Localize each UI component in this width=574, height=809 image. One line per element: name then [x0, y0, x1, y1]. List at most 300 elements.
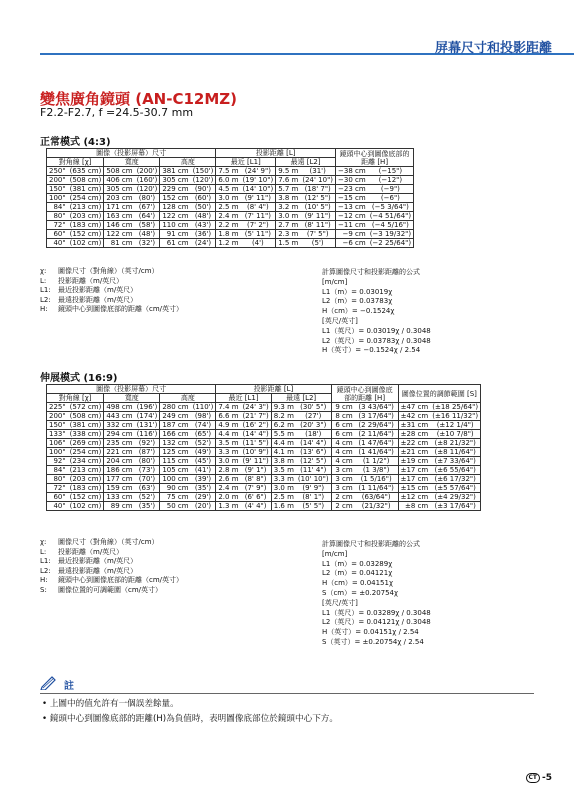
table-cell: 305 cm — [160, 176, 191, 185]
table-cell: (5' 11") — [241, 230, 276, 239]
table-cell: (±10 7/8") — [430, 430, 480, 439]
table-cell: (48') — [191, 212, 216, 221]
table-cell: 443 cm — [104, 412, 135, 421]
table-cell: (1 41/64") — [355, 448, 398, 457]
table-cell: 72" — [47, 484, 68, 493]
table-cell: 381 cm — [160, 167, 191, 176]
table-cell: (338 cm) — [68, 430, 104, 439]
table-cell: 2 cm — [331, 493, 355, 502]
normal-mode-title: 正常模式 (4:3) — [40, 137, 111, 148]
formula-line: H（英寸）= −0.1524χ / 2.54 — [322, 346, 421, 355]
table-cell: (45') — [191, 457, 216, 466]
legend-text: 圖像尺寸（對角線）（英寸/cm） — [58, 267, 159, 275]
table-cell: 5.5 m — [271, 430, 296, 439]
table-cell: 200" — [47, 176, 68, 185]
header-center: 鏡頭中心到圖像底部的距離 [H] — [336, 149, 414, 167]
table-cell: (254 cm) — [68, 194, 104, 203]
table-cell: 91 cm — [160, 230, 191, 239]
table-cell: 4.1 m — [271, 448, 296, 457]
table-cell: (10' 10") — [296, 475, 331, 484]
table-cell: (1 5/16") — [355, 475, 398, 484]
table-row — [47, 403, 481, 412]
formula-line: S（cm）= ±0.20754χ — [322, 588, 399, 597]
table-cell: (5' 5") — [296, 502, 331, 511]
table-cell: (21/32") — [355, 502, 398, 511]
table-row — [47, 448, 481, 457]
table-cell: (11' 4") — [296, 466, 331, 475]
table-cell: 3 cm — [331, 466, 355, 475]
table-cell: 2.5 m — [216, 203, 241, 212]
table-cell: (116') — [135, 430, 160, 439]
table-cell: 7.6 m — [276, 176, 301, 185]
page-footer — [526, 773, 553, 783]
table-cell: 2.6 m — [216, 475, 241, 484]
table-cell: 221 cm — [104, 448, 135, 457]
table-cell: 2.5 m — [271, 493, 296, 502]
table-cell: (±7 33/64") — [430, 457, 480, 466]
table-cell: ±12 cm — [398, 493, 430, 502]
formula-line: L1（m）= 0.03289χ — [322, 559, 393, 568]
table-cell: (−9") — [368, 185, 414, 194]
table-row — [47, 475, 481, 484]
formula-line: H（英寸）= 0.04151χ / 2.54 — [322, 628, 419, 637]
table-cell: (102 cm) — [68, 239, 104, 248]
formula-line: [m/cm] — [322, 549, 348, 558]
table-cell: (635 cm) — [68, 167, 104, 176]
table-cell: 3.8 m — [276, 194, 301, 203]
table-cell: (102 cm) — [68, 502, 104, 511]
table-cell: (203 cm) — [68, 475, 104, 484]
table-cell: (572 cm) — [68, 403, 104, 412]
table-cell: 406 cm — [104, 176, 135, 185]
formula-line: 計算圖像尺寸和投影距離的公式 — [322, 540, 420, 548]
table-cell: 4.4 m — [216, 430, 241, 439]
normal-legend — [40, 267, 183, 315]
table-cell: 4 cm — [331, 448, 355, 457]
table-cell: −23 cm — [336, 185, 368, 194]
table-cell: (19' 10") — [241, 176, 276, 185]
legend-text: 投影距離（m/英尺） — [58, 547, 124, 556]
table-cell: (150') — [191, 167, 216, 176]
note-bullet: • 上圖中的值允許有一個誤差餘量。 — [42, 699, 179, 709]
legend-key: L1: — [40, 557, 51, 566]
table-cell: 9 cm — [331, 403, 355, 412]
table-cell: (80') — [135, 194, 160, 203]
table-cell: ±47 cm — [398, 403, 430, 412]
table-cell: 163 cm — [104, 212, 135, 221]
table-cell: (4' 4") — [241, 502, 272, 511]
table-cell: ±15 cm — [398, 484, 430, 493]
table-cell: 3.0 m — [271, 484, 296, 493]
table-cell: (−2 25/64") — [368, 239, 414, 248]
table-cell: (196') — [135, 403, 160, 412]
header-l2: 最遠 [L2] — [276, 158, 336, 167]
table-cell: 133" — [47, 430, 68, 439]
table-cell: 4.4 m — [271, 439, 296, 448]
table-cell: (200') — [135, 167, 160, 176]
table-cell: (131') — [135, 421, 160, 430]
table-cell: ±8 cm — [398, 502, 430, 511]
table-cell: (234 cm) — [68, 457, 104, 466]
table-cell: 1.2 m — [216, 239, 241, 248]
legend-item — [40, 267, 183, 277]
table-cell: 177 cm — [104, 475, 135, 484]
table-cell: −9 cm — [336, 230, 368, 239]
table-cell: 3 cm — [331, 484, 355, 493]
table-cell: (24' 10") — [300, 176, 335, 185]
table-row — [47, 203, 414, 212]
table-cell: (48') — [135, 230, 160, 239]
language-badge: CT — [526, 773, 541, 783]
legend-item — [40, 557, 183, 567]
table-row — [47, 221, 414, 230]
table-cell: ±17 cm — [398, 475, 430, 484]
table-cell: 84" — [47, 466, 68, 475]
table-cell: 4 cm — [331, 457, 355, 466]
table-cell: (−12") — [368, 176, 414, 185]
table-row — [47, 466, 481, 475]
legend-item — [40, 305, 183, 315]
table-cell: (3 17/64") — [355, 412, 398, 421]
table-cell: (9' 11") — [300, 212, 335, 221]
table-cell: 80" — [47, 212, 68, 221]
table-cell: (1 3/8") — [355, 466, 398, 475]
table-cell: 8.2 m — [271, 412, 296, 421]
table-cell: (±3 17/64") — [430, 502, 480, 511]
header-l1: 最近 [L1] — [216, 394, 271, 403]
table-cell: (183 cm) — [68, 221, 104, 230]
table-cell: 3.5 m — [271, 466, 296, 475]
header-diagonal: 對角線 [χ] — [47, 394, 104, 403]
table-cell: (8' 1") — [296, 493, 331, 502]
table-row — [47, 412, 481, 421]
table-row — [47, 185, 414, 194]
formula-line: L1（英尺）= 0.03019χ / 0.3048 — [322, 326, 431, 335]
legend-item — [40, 567, 183, 577]
table-cell: 2 cm — [331, 502, 355, 511]
table-cell: 60" — [47, 230, 68, 239]
table-cell: (1 47/64") — [355, 439, 398, 448]
formula-line: L2（m）= 0.03783χ — [322, 297, 393, 306]
table-cell: 72" — [47, 221, 68, 230]
table-cell: (±16 11/32") — [430, 412, 480, 421]
table-cell: (24' 3") — [241, 403, 272, 412]
header-width: 寬度 — [104, 158, 160, 167]
header-screen-size: 圖像（投影屏幕）尺寸 — [47, 149, 216, 158]
table-cell: 3.5 m — [216, 439, 241, 448]
table-cell: (32') — [135, 239, 160, 248]
table-cell: (7' 2") — [241, 221, 276, 230]
header-l2: 最遠 [L2] — [271, 394, 331, 403]
table-cell: 2.8 m — [216, 466, 241, 475]
table-cell: 235 cm — [104, 439, 135, 448]
table-cell: (41') — [191, 466, 216, 475]
table-cell: (174') — [135, 412, 160, 421]
table-cell: (7' 5") — [300, 230, 335, 239]
table-cell: (−15") — [368, 167, 414, 176]
table-cell: (254 cm) — [68, 448, 104, 457]
table-cell: (67') — [135, 203, 160, 212]
table-cell: (10' 5") — [300, 203, 335, 212]
table-cell: (98') — [191, 412, 216, 421]
table-cell: −38 cm — [336, 167, 368, 176]
table-cell: (30' 5") — [296, 403, 331, 412]
table-row — [47, 176, 414, 185]
table-cell: 80" — [47, 475, 68, 484]
table-cell: −15 cm — [336, 194, 368, 203]
table-cell: 105 cm — [160, 466, 191, 475]
table-cell: (52') — [191, 439, 216, 448]
table-cell: 40" — [47, 239, 68, 248]
table-row — [47, 239, 414, 248]
table-cell: (63/64") — [355, 493, 398, 502]
table-cell: 128 cm — [160, 203, 191, 212]
table-cell: (8' 4") — [241, 203, 276, 212]
table-cell: 280 cm — [160, 403, 191, 412]
table-cell: 305 cm — [104, 185, 135, 194]
header-height: 高度 — [160, 158, 216, 167]
table-cell: (13' 6") — [296, 448, 331, 457]
table-cell: (183 cm) — [68, 484, 104, 493]
formula-line: L1（m）= 0.03019χ — [322, 287, 393, 296]
table-row — [47, 421, 481, 430]
table-cell: (±18 25/64") — [430, 403, 480, 412]
table-cell: (381 cm) — [68, 185, 104, 194]
table-cell: (±8 21/32") — [430, 439, 480, 448]
legend-key: H: — [40, 576, 48, 585]
page-header-title: 屏幕尺寸和投影距離 — [434, 41, 552, 56]
table-cell: 152 cm — [160, 194, 191, 203]
table-cell: 294 cm — [104, 430, 135, 439]
table-cell: (18') — [296, 430, 331, 439]
table-cell: (49') — [191, 448, 216, 457]
table-cell: 4 cm — [331, 439, 355, 448]
table-cell: 60" — [47, 493, 68, 502]
table-cell: 9.3 m — [271, 403, 296, 412]
table-cell: 122 cm — [160, 212, 191, 221]
formula-line: 計算圖像尺寸和投影距離的公式 — [322, 268, 420, 276]
table-cell: 229 cm — [160, 185, 191, 194]
stretch-formula — [322, 540, 431, 648]
table-cell: (152 cm) — [68, 230, 104, 239]
table-cell: 3.0 m — [276, 212, 301, 221]
table-cell: (58') — [135, 221, 160, 230]
table-cell: 1.5 m — [276, 239, 301, 248]
normal-formula — [322, 268, 431, 356]
legend-key: S: — [40, 585, 47, 594]
table-cell: (3 43/64") — [355, 403, 398, 412]
formula-line: H（cm）= −0.1524χ — [322, 307, 395, 316]
table-cell: (70') — [135, 475, 160, 484]
table-cell: (2 29/64") — [355, 421, 398, 430]
legend-text: 最近投影距離（m/英尺） — [58, 557, 138, 566]
table-cell: 186 cm — [104, 466, 135, 475]
table-cell: 146 cm — [104, 221, 135, 230]
table-cell: (24' 9") — [241, 167, 276, 176]
table-cell: (52') — [135, 493, 160, 502]
table-cell: (−4 51/64") — [368, 212, 414, 221]
table-cell: 508 cm — [104, 167, 135, 176]
table-cell: (−5 3/64") — [368, 203, 414, 212]
table-cell: (160') — [135, 176, 160, 185]
table-cell: −30 cm — [336, 176, 368, 185]
table-cell: −13 cm — [336, 203, 368, 212]
stretch-mode-title: 伸展模式 (16:9) — [40, 373, 118, 384]
table-cell: (14' 4") — [241, 430, 272, 439]
table-cell: 3.0 m — [216, 194, 241, 203]
table-cell: 100" — [47, 194, 68, 203]
table-cell: (73') — [135, 466, 160, 475]
table-cell: 150" — [47, 185, 68, 194]
table-cell: 203 cm — [104, 194, 135, 203]
table-cell: (64') — [135, 212, 160, 221]
formula-line: L2（m）= 0.04121χ — [322, 569, 393, 578]
table-cell: 89 cm — [104, 502, 135, 511]
legend-text: 圖像尺寸（對角線）（英寸/cm） — [58, 538, 159, 546]
header-distance: 投影距離 [L] — [216, 385, 331, 394]
note-header — [40, 675, 74, 694]
lens-spec: F2.2-F2.7, f =24.5-30.7 mm — [40, 106, 194, 119]
table-cell: 9.5 m — [276, 167, 301, 176]
table-cell: (8' 11") — [300, 221, 335, 230]
table-cell: (120') — [191, 176, 216, 185]
table-cell: (±5 57/64") — [430, 484, 480, 493]
table-cell: 3.3 m — [216, 448, 241, 457]
table-cell: (7' 9") — [241, 484, 272, 493]
table-cell: (6' 6") — [241, 493, 272, 502]
table-cell: 110 cm — [160, 221, 191, 230]
table-cell: (35') — [135, 502, 160, 511]
table-cell: 100" — [47, 448, 68, 457]
table-cell: (7' 11") — [241, 212, 276, 221]
table-cell: (−3 19/32") — [368, 230, 414, 239]
table-cell: (508 cm) — [68, 412, 104, 421]
table-cell: 7.4 m — [216, 403, 241, 412]
page-number: -5 — [542, 773, 552, 783]
table-cell: 171 cm — [104, 203, 135, 212]
table-cell: (213 cm) — [68, 466, 104, 475]
formula-line: [英尺/英寸] — [322, 598, 358, 607]
formula-line: S（英寸）= ±0.20754χ / 2.54 — [322, 637, 424, 646]
table-cell: (1 11/64") — [355, 484, 398, 493]
table-cell: (10' 9") — [241, 448, 272, 457]
table-cell: (63') — [135, 484, 160, 493]
table-cell: −12 cm — [336, 212, 368, 221]
table-cell: (74') — [191, 421, 216, 430]
table-row — [47, 430, 481, 439]
table-cell: 1.6 m — [271, 502, 296, 511]
table-cell: 159 cm — [104, 484, 135, 493]
legend-text: 投影距離（m/英尺） — [58, 276, 124, 285]
header-center: 鏡頭中心到圖像底部的距離 [H] — [331, 385, 398, 403]
table-cell: 2.2 m — [216, 221, 241, 230]
lens-title: 變焦廣角鏡頭 (AN-C12MZ) — [40, 90, 238, 108]
table-cell: (14' 10") — [241, 185, 276, 194]
normal-mode-table — [46, 148, 414, 248]
table-row — [47, 194, 414, 203]
formula-line: L1（英尺）= 0.03289χ / 0.3048 — [322, 608, 431, 617]
table-cell: (29') — [191, 493, 216, 502]
note-title: 註 — [64, 681, 74, 692]
table-cell: (50') — [191, 203, 216, 212]
table-cell: 6 cm — [331, 430, 355, 439]
legend-text: 鏡頭中心到圖像底部的距離（cm/英寸） — [58, 305, 184, 314]
table-cell: (39') — [191, 475, 216, 484]
legend-item — [40, 296, 183, 306]
table-cell: (87') — [135, 448, 160, 457]
table-cell: 250" — [47, 167, 68, 176]
table-cell: (−6") — [368, 194, 414, 203]
table-cell: (9' 11") — [241, 194, 276, 203]
table-cell: (110') — [191, 403, 216, 412]
table-row — [47, 484, 481, 493]
table-cell: (35') — [191, 484, 216, 493]
table-cell: 90 cm — [160, 484, 191, 493]
table-cell: 4.5 m — [216, 185, 241, 194]
table-cell: 106" — [47, 439, 68, 448]
header-l1: 最近 [L1] — [216, 158, 276, 167]
legend-text: 最近投影距離（m/英尺） — [58, 286, 138, 295]
legend-key: χ: — [40, 538, 47, 546]
pencil-note-icon — [40, 675, 60, 694]
table-cell: (90') — [191, 185, 216, 194]
legend-item — [40, 576, 183, 586]
table-cell: (92') — [135, 439, 160, 448]
table-cell: 7.5 m — [216, 167, 241, 176]
table-cell: (9' 9") — [296, 484, 331, 493]
legend-item — [40, 548, 183, 558]
stretch-legend — [40, 538, 183, 596]
table-cell: (20') — [191, 502, 216, 511]
legend-item — [40, 586, 183, 596]
table-row — [47, 493, 481, 502]
header-width: 寬度 — [104, 394, 160, 403]
table-cell: (31') — [300, 167, 335, 176]
table-cell: (60') — [191, 194, 216, 203]
table-cell: (1 1/2") — [355, 457, 398, 466]
table-cell: 332 cm — [104, 421, 135, 430]
table-cell: 122 cm — [104, 230, 135, 239]
legend-key: L: — [40, 276, 47, 285]
legend-key: L1: — [40, 286, 51, 295]
table-cell: (12' 5") — [296, 457, 331, 466]
table-cell: 61 cm — [160, 239, 191, 248]
legend-text: 鏡頭中心到圖像底部的距離（cm/英寸） — [58, 576, 184, 585]
table-row — [47, 439, 481, 448]
table-cell: −6 cm — [336, 239, 368, 248]
table-cell: (18' 7") — [300, 185, 335, 194]
table-cell: 4.9 m — [216, 421, 241, 430]
table-cell: 3.3 m — [271, 475, 296, 484]
table-cell: ±42 cm — [398, 412, 430, 421]
table-cell: (9' 11") — [241, 457, 272, 466]
legend-item — [40, 538, 183, 548]
legend-item — [40, 277, 183, 287]
table-cell: 498 cm — [104, 403, 135, 412]
table-cell: (5') — [300, 239, 335, 248]
table-cell: (65') — [191, 430, 216, 439]
table-cell: (16' 2") — [241, 421, 272, 430]
table-row — [47, 167, 414, 176]
table-cell: 225" — [47, 403, 68, 412]
table-cell: 2.3 m — [276, 230, 301, 239]
table-cell: 40" — [47, 502, 68, 511]
table-cell: 3.8 m — [271, 457, 296, 466]
legend-key: L2: — [40, 566, 51, 575]
table-cell: (14' 4") — [296, 439, 331, 448]
table-cell: (±12 1/4") — [430, 421, 480, 430]
table-cell: 3.0 m — [216, 457, 241, 466]
